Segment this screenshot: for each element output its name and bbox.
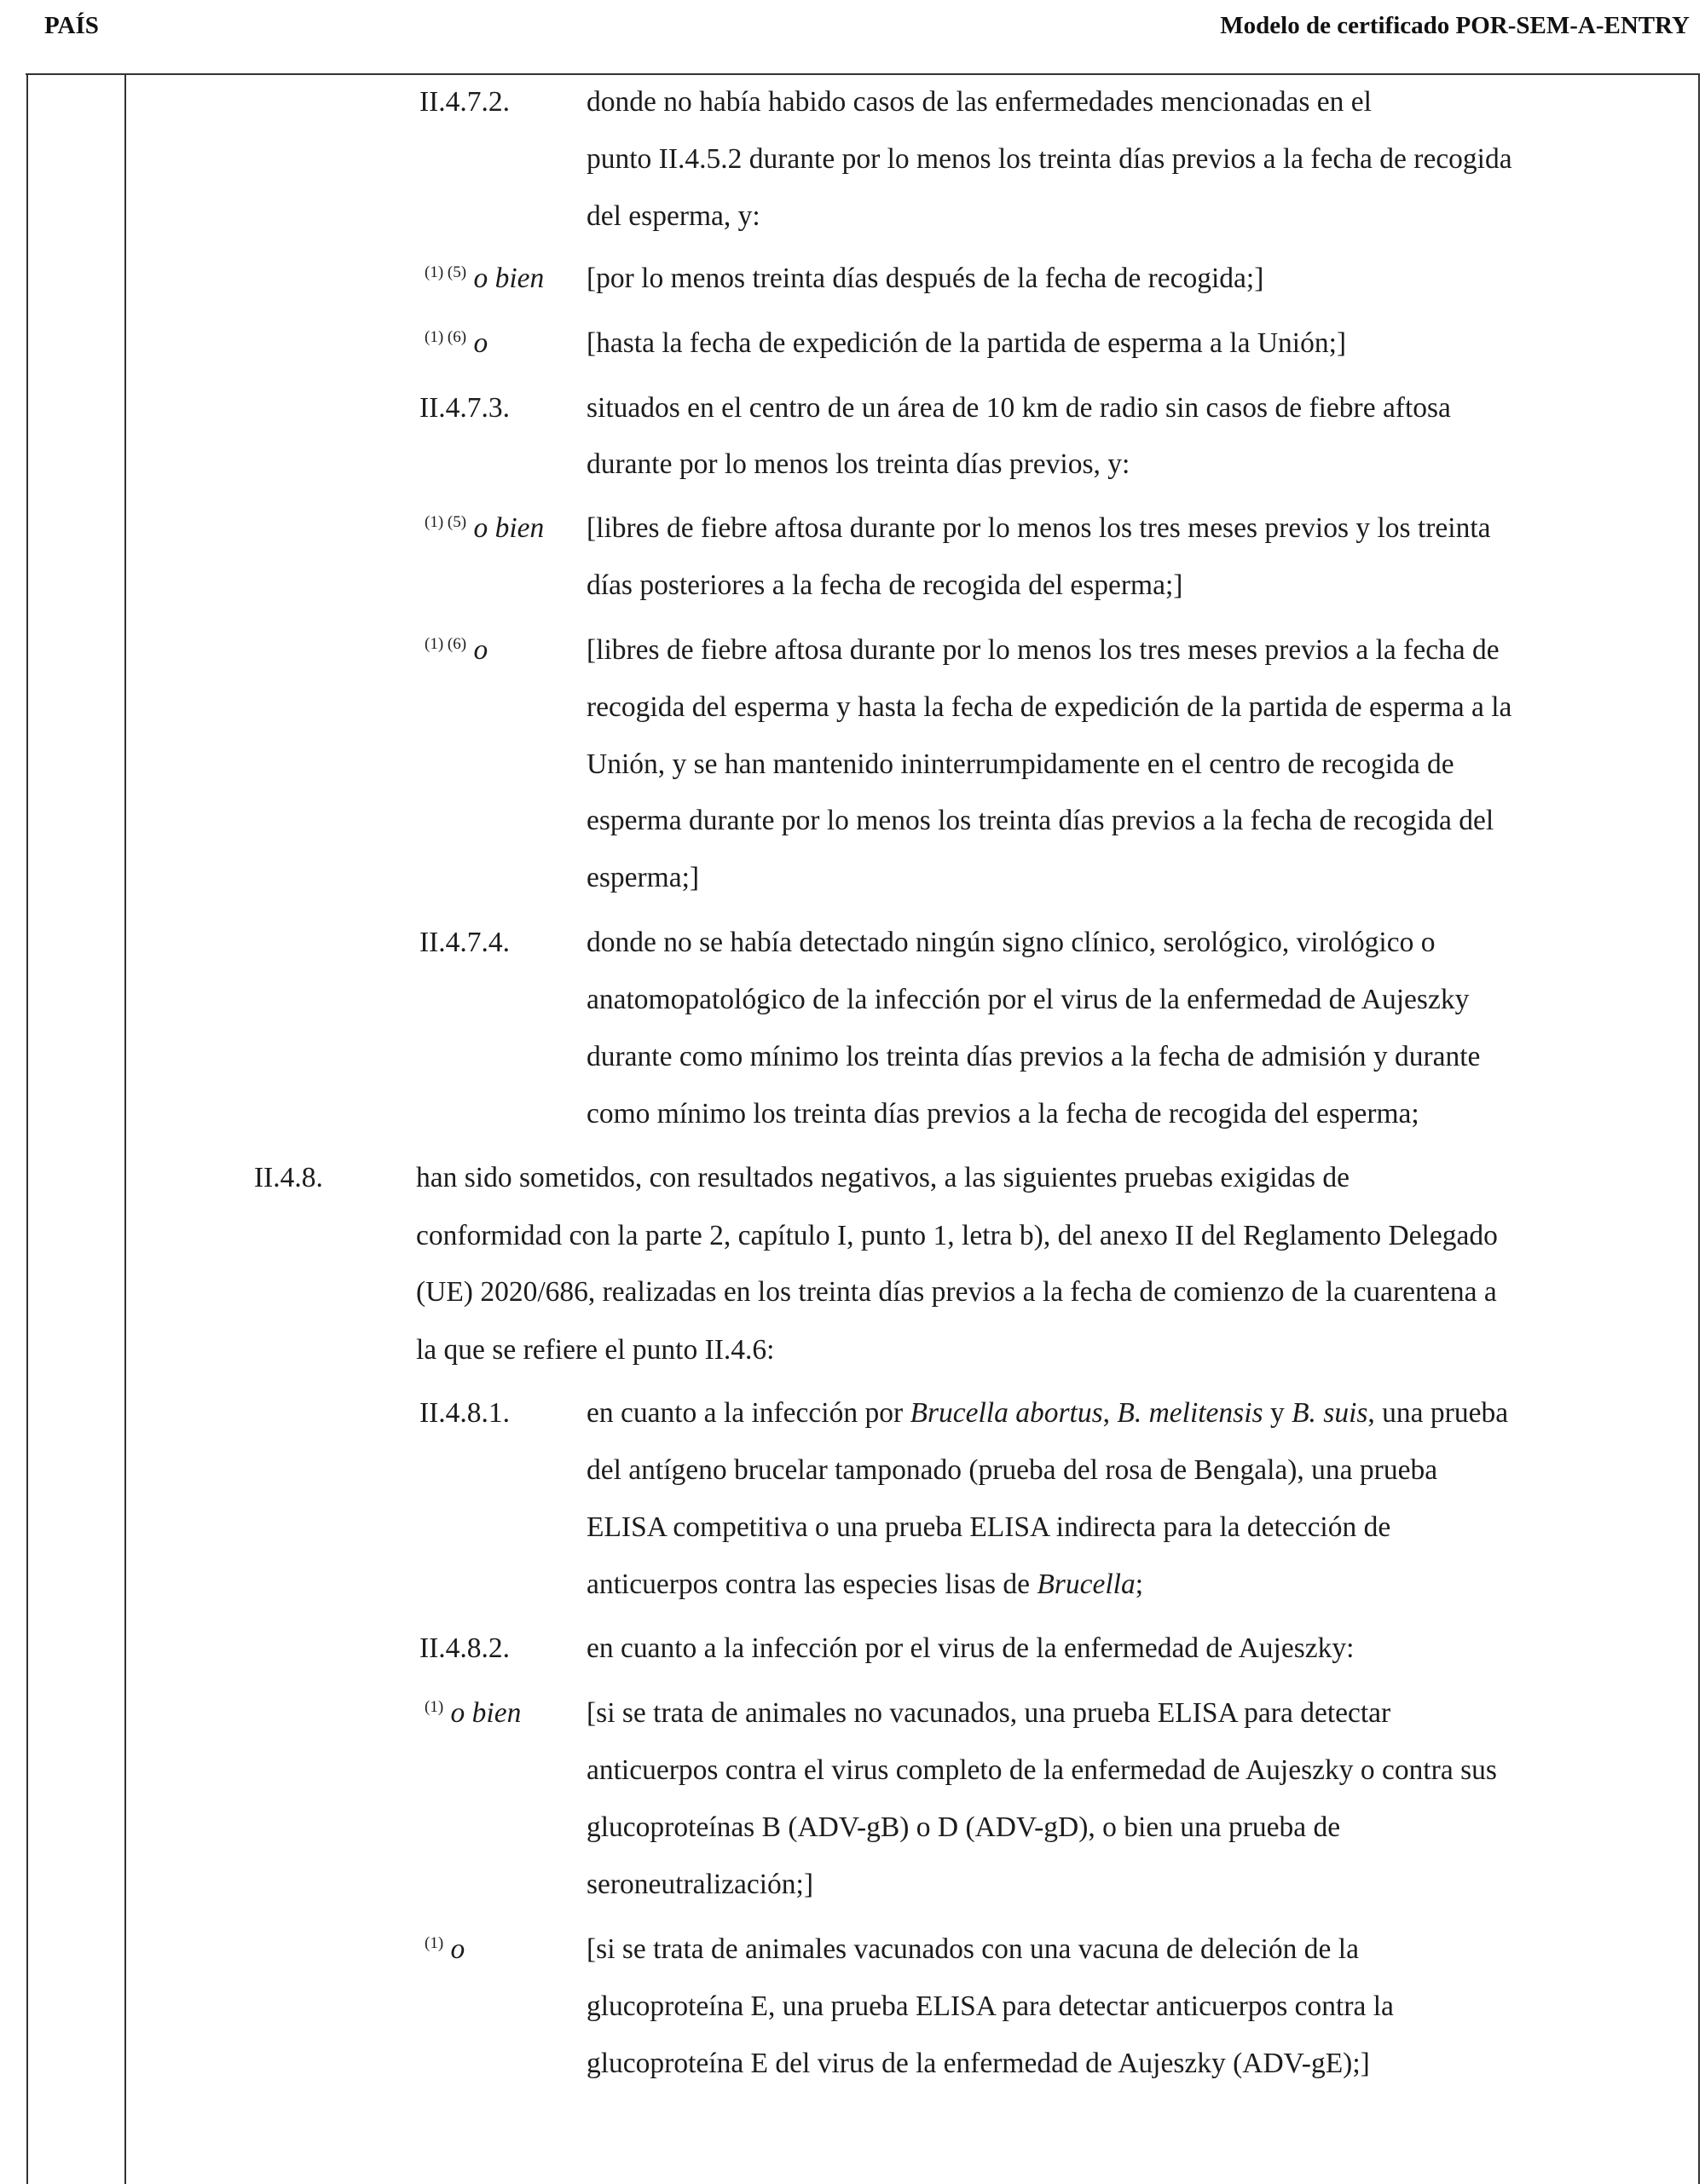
text-line: anticuerpos contra el virus completo de la enfermedad de Aujeszky o contra sus <box>587 1754 1497 1786</box>
option-marker <box>425 511 544 550</box>
text-line: conformidad con la parte 2, capítulo I, punto 1, letra b), del anexo II del Reglamento Delegado <box>416 1220 1498 1251</box>
option-marker <box>425 1696 521 1735</box>
option-word: o <box>473 634 488 666</box>
option-marker <box>425 1933 465 1971</box>
table-inner-border <box>124 74 126 2184</box>
text-line: esperma;] <box>587 862 700 893</box>
clause-label: II.4.7.2. <box>419 86 511 118</box>
option-word: o bien <box>473 512 545 544</box>
species-name: Brucella abortus <box>910 1397 1103 1429</box>
text-line: glucoproteína E, una prueba ELISA para detectar anticuerpos contra la <box>587 1990 1394 2022</box>
text-line: glucoproteína E del virus de la enfermedad de Aujeszky (ADV-gE);] <box>587 2048 1370 2079</box>
text-line: [libres de fiebre aftosa durante por lo menos los tres meses previos a la fecha de <box>587 634 1500 666</box>
text-line: anatomopatológico de la infección por el virus de la enfermedad de Aujeszky <box>587 984 1470 1015</box>
footnote-ref: (1) (6) <box>425 328 467 346</box>
text-run: y <box>1263 1397 1292 1429</box>
text-line: la que se refiere el punto II.4.6: <box>416 1334 775 1366</box>
text-line: glucoproteínas B (ADV-gB) o D (ADV-gD), o bien una prueba de <box>587 1811 1341 1843</box>
text-run: , una prueba <box>1367 1397 1509 1429</box>
option-marker <box>425 326 488 365</box>
clause-label: II.4.7.3. <box>419 392 511 424</box>
species-name: Brucella <box>1037 1569 1136 1600</box>
footnote-ref: (1) (5) <box>425 513 467 531</box>
text-line <box>587 1396 1508 1430</box>
footnote-ref: (1) (6) <box>425 635 467 653</box>
option-marker <box>425 633 488 672</box>
text-line: esperma durante por lo menos los treinta días previos a la fecha de recogida del <box>587 805 1494 836</box>
text-line: [libres de fiebre aftosa durante por lo menos los tres meses previos y los treinta <box>587 512 1491 544</box>
country-header: PAÍS <box>44 12 99 39</box>
text-line: recogida del esperma y hasta la fecha de expedición de la partida de esperma a la <box>587 691 1512 723</box>
text-line: en cuanto a la infección por el virus de la enfermedad de Aujeszky: <box>587 1632 1355 1664</box>
option-word: o bien <box>473 263 545 294</box>
footnote-ref: (1) <box>425 1934 444 1952</box>
footnote-ref: (1) <box>425 1698 444 1716</box>
certificate-model-header: Modelo de certificado POR-SEM-A-ENTRY <box>1220 12 1690 39</box>
text-line: días posteriores a la fecha de recogida del esperma;] <box>587 569 1183 601</box>
text-line: [si se trata de animales vacunados con una vacuna de deleción de la <box>587 1933 1359 1965</box>
clause-label: II.4.8. <box>254 1162 323 1193</box>
text-line: durante como mínimo los treinta días previos a la fecha de admisión y durante <box>587 1041 1481 1072</box>
footnote-ref: (1) (5) <box>425 263 467 281</box>
text-line: [hasta la fecha de expedición de la partida de esperma a la Unión;] <box>587 327 1347 359</box>
option-word: o <box>473 327 488 359</box>
text-line: como mínimo los treinta días previos a la fecha de recogida del esperma; <box>587 1098 1419 1130</box>
option-word: o <box>450 1933 465 1965</box>
clause-label: II.4.8.1. <box>419 1397 511 1429</box>
text-run: en cuanto a la infección por <box>587 1397 910 1429</box>
species-name: B. suis <box>1292 1397 1368 1429</box>
table-left-border <box>26 74 28 2184</box>
text-run: anticuerpos contra las especies lisas de <box>587 1569 1037 1600</box>
table-top-rule <box>26 73 1700 75</box>
clause-label: II.4.8.2. <box>419 1632 511 1664</box>
text-line: (UE) 2020/686, realizadas en los treinta días previos a la fecha de comienzo de la cuarentena a <box>416 1276 1497 1308</box>
option-marker <box>425 262 544 300</box>
text-line: [si se trata de animales no vacunados, una prueba ELISA para detectar <box>587 1697 1391 1729</box>
text-line: del antígeno brucelar tamponado (prueba del rosa de Bengala), una prueba <box>587 1454 1438 1486</box>
table-right-border <box>1698 74 1700 2184</box>
text-run: , <box>1102 1397 1118 1429</box>
text-line: seroneutralización;] <box>587 1869 814 1900</box>
option-word: o bien <box>450 1697 522 1729</box>
text-line: ELISA competitiva o una prueba ELISA indirecta para la detección de <box>587 1511 1391 1543</box>
text-line: han sido sometidos, con resultados negativos, a las siguientes pruebas exigidas de <box>416 1162 1350 1193</box>
text-line: durante por lo menos los treinta días previos, y: <box>587 448 1130 480</box>
text-line: Unión, y se han mantenido ininterrumpidamente en el centro de recogida de <box>587 748 1454 780</box>
text-run: ; <box>1135 1569 1144 1600</box>
text-line: del esperma, y: <box>587 200 760 232</box>
text-line: donde no había habido casos de las enfermedades mencionadas en el <box>587 86 1372 118</box>
text-line: punto II.4.5.2 durante por lo menos los treinta días previos a la fecha de recogida <box>587 143 1512 175</box>
text-line: [por lo menos treinta días después de la fecha de recogida;] <box>587 263 1264 294</box>
text-line: situados en el centro de un área de 10 km de radio sin casos de fiebre aftosa <box>587 392 1451 424</box>
species-name: B. melitensis <box>1117 1397 1263 1429</box>
clause-label: II.4.7.4. <box>419 927 511 958</box>
text-line: donde no se había detectado ningún signo clínico, serológico, virológico o <box>587 927 1436 958</box>
text-line <box>587 1568 1143 1602</box>
